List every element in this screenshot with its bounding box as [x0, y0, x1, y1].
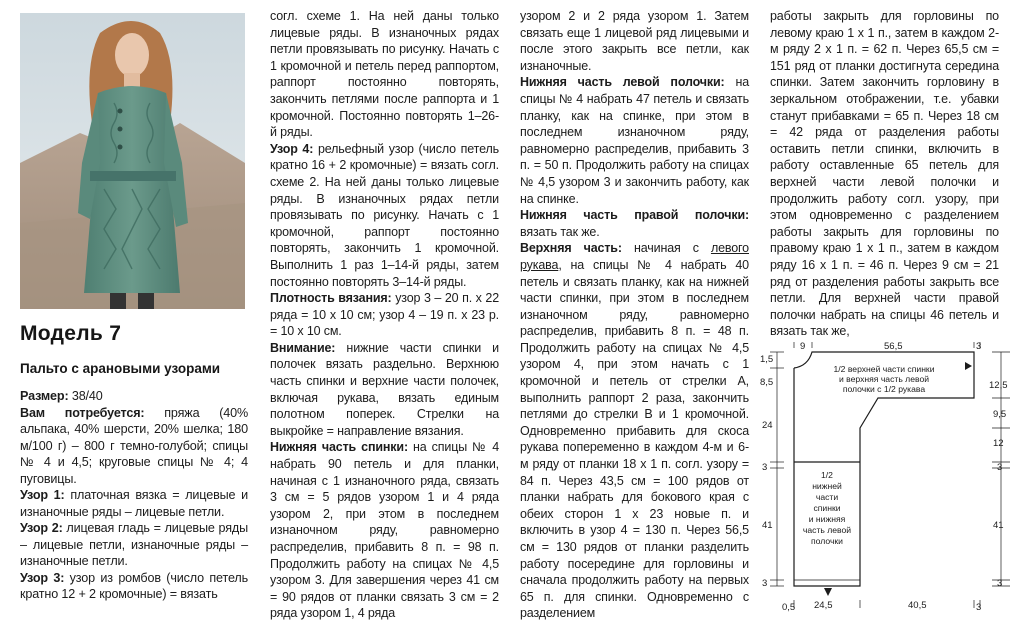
density-label: Плотность вязания: [270, 291, 392, 306]
dim-right-12: 12 [993, 438, 1004, 449]
lower-piece-label-7: полочки [811, 536, 843, 546]
dim-left-3b: 3 [762, 578, 768, 589]
dim-right-12-5: 12,5 [989, 380, 1008, 391]
lower-piece-label-4: спинки [813, 503, 841, 513]
pattern-1-label: Узор 1: [20, 488, 65, 502]
dim-right-9-5: 9,5 [993, 409, 1007, 420]
lower-piece-label-6: часть левой [802, 525, 852, 535]
model-subtitle: Пальто с арановыми узорами [20, 361, 221, 376]
dim-left-1-5: 1,5 [760, 354, 774, 365]
text-column-1 [20, 388, 248, 603]
needs-label: Вам потребуется: [20, 405, 145, 420]
size-value: 38/40 [68, 389, 103, 403]
model-title: Модель 7 [20, 322, 122, 345]
dim-bottom-24-5: 24,5 [814, 600, 833, 611]
upper-piece-label-1: 1/2 верхней части спинки [833, 364, 935, 374]
pattern-1-value: платочная вязка = лицевые и изнаночные ряды – лицевые петли. [20, 488, 248, 519]
pattern-4-value: рельефный узор (число петель кратно 16 + 2 кромочные) = вязать согл. схеме 2. На ней даны только лицевые ряды. В изнаночных рядах петли провязывать по рисунку. Начать с 1 кромочной, раппорт постоянно повторять, закончить 1 кромочной. Выполнить 1 раз 1–14-й ряды, затем постоянно повторять 3–14-й ряды. [270, 141, 499, 289]
needs-value: пряжа (40% альпака, 40% шерсти, 20% шелка; 180 м/100 г) – 800 г темно-голубой; спицы № 4 и 4,5; круговые спицы № 4; 4 пуговицы. [20, 405, 248, 486]
back-continued: узором 2 и 2 ряда узором 1. Затем связать еще 1 лицевой ряд лицевыми и после этого закрыть все петли, как изнаночные. [520, 9, 749, 73]
upper-part-pre: начиная с [621, 241, 711, 256]
dim-bottom-40-5: 40,5 [908, 600, 927, 611]
upper-part-value: , на спицы № 4 набрать 40 петель и связать планку, как на нижней части спинки, при этом в последнем изнаночном ряду, равномерно распределив, прибавить 8 п. = 48 п. Продолжить работу на спицах № 4,5 узором 4, при этом начать с 1 кромочной и петель от стрелки А, выполнить раппорт 2 раза, закончить петлями до стрелки В и 1 кромочной. Одновременно прибавить для скоса рукава попеременно в каждом 4-м и 6-м ряду от планки 18 х 1 п. согл. узору = 84 п. Через 43,5 см = 100 рядов от планки набрать для бокового края с обеих сторон 1 х 23 новые п. и включить в узор 4 = 130 п. Через 56,5 см = 130 рядов от планки разделить работу посередине для горловины и сначала продолжить работу на первых 65 п. для спинки. Одновременно с разделением [520, 257, 749, 621]
size-paragraph [20, 388, 248, 405]
dim-bottom-0-5: 0,5 [782, 602, 796, 613]
pattern-3-paragraph [20, 570, 248, 603]
upper-piece-label-2: и верхняя часть левой [838, 374, 930, 384]
dim-right-3a: 3 [997, 462, 1003, 473]
back-paragraph [270, 439, 499, 622]
pattern-3-continued: согл. схеме 1. На ней даны только лицевые ряды. В изнаночных рядах петли провязывать по рисунку. Начать с 1 кромочной и петель перед раппортом, раппорт постоянно повторять, закончить петлями после раппорта и 1 кромочной. Постоянно повторять 1–26-й ряды. [270, 9, 499, 140]
pattern-4-label: Узор 4: [270, 141, 314, 156]
upper-piece-label-3: полочки с 1/2 рукава [842, 384, 926, 394]
attention-label: Внимание: [270, 340, 336, 355]
attention-paragraph [270, 340, 499, 440]
left-front-paragraph [520, 74, 749, 207]
dim-top-56-5: 56,5 [884, 341, 903, 352]
right-front-label: Нижняя часть правой полочки: [520, 208, 749, 223]
dim-top-3: 3 [976, 341, 982, 352]
back-label: Нижняя часть спинки: [270, 440, 408, 455]
pattern-diagram [760, 338, 1022, 622]
lower-piece-label-5: и нижняя [808, 514, 846, 524]
lower-arrow [824, 588, 832, 596]
pattern-2-value: лицевая гладь = лицевые ряды – лицевые петли, изнаночные ряды – изнаночные петли. [20, 521, 248, 568]
pattern-2-label: Узор 2: [20, 521, 63, 535]
dim-left-41: 41 [762, 520, 773, 531]
pattern-1-paragraph [20, 487, 248, 520]
back-value: на спицы № 4 набрать 90 петель и для планки, начиная с 1 изнаночного ряда, связать 3 см = 5 рядов узором 1 и 4 ряда узором 2, при этом в последнем изнаночном ряду, равномерно распределив, прибавить 8 п. = 98 п. Продолжить работу на спицах № 4,5 узором 3. Для завершения через 41 см = 90 рядов от планки связать 3 см = 2 ряда узором 1, 4 ряда [270, 440, 499, 621]
dim-bottom-3: 3 [976, 602, 982, 613]
lower-piece-label-1: 1/2 [821, 470, 833, 480]
model-photo [20, 13, 245, 309]
dim-right-41: 41 [993, 520, 1004, 531]
text-column-4 [770, 8, 999, 340]
needs-paragraph [20, 405, 248, 488]
pattern-3-label: Узор 3: [20, 570, 65, 585]
pattern-4-paragraph [270, 141, 499, 290]
upper-part-paragraph [520, 240, 749, 622]
size-label: Размер: [20, 389, 69, 403]
text-column-2 [270, 8, 499, 622]
lower-piece-label-2: нижней [812, 481, 842, 491]
dim-left-3a: 3 [762, 462, 768, 473]
right-front-value: вязать так же. [520, 224, 600, 239]
text-column-3 [520, 8, 749, 622]
left-sleeve-link: левого рукава [520, 241, 749, 272]
upper-part-label: Верхняя часть: [520, 241, 622, 256]
dim-top-9: 9 [800, 341, 806, 352]
left-front-value: на спицы № 4 набрать 47 петель и связать планку, как на спинке, при этом в последнем изнаночном ряду, равномерно распределив, прибавить 3 п. = 50 п. Продолжить работу на спицах № 4,5 узором 3 и закончить работу, как на спинке. [520, 75, 749, 206]
dim-left-8-5: 8,5 [760, 377, 774, 388]
coat-photo-illustration [20, 13, 245, 309]
density-value: узор 3 – 20 п. х 22 ряда = 10 х 10 см; узор 4 – 19 п. х 23 р. = 10 х 10 см. [270, 291, 499, 339]
left-front-label: Нижняя часть левой полочки: [520, 75, 725, 90]
density-paragraph [270, 290, 499, 340]
upper-part-continued: работы закрыть для горловины по левому краю 1 х 1 п., затем в каждом 2-м ряду 2 х 1 п. = 62 п. Через 65,5 см = 151 ряд от планки достигнута середина спинки. Затем закончить горловину в зеркальном отображении, т.е. убавки станут прибавками = 65 п. Через 18 см = 42 ряда от разделения работы оставить петли спинки, включить в работу оставленные 65 петель для верхней части левой полочки и продолжить работу согл. узору, при этом одновременно с разделением работы закрыть для горловины по правому краю 1 х 1 п., затем в каждом ряду 16 х 1 п. = 46 п. Через 9 см = 21 ряд от разделения работы закрыть все петли. Для верхней части правой полочки набрать на спицы 46 петель и вязать так же, [770, 9, 999, 339]
attention-value: нижние части спинки и полочек вязать раздельно. Верхнюю часть спинки и верхние части полочек, включая рукава, вязать единым полотном поперек. Стрелки на выкройке = направление вязания. [270, 340, 499, 438]
pattern-3-value: узор из ромбов (число петель кратно 12 + 2 кромочные) = вязать [20, 570, 248, 601]
upper-arrow [965, 362, 972, 370]
right-front-paragraph [520, 207, 749, 240]
pattern-2-paragraph [20, 520, 248, 570]
dim-right-3b: 3 [997, 578, 1003, 589]
lower-piece-label-3: части [815, 492, 839, 502]
dim-left-24: 24 [762, 420, 773, 431]
